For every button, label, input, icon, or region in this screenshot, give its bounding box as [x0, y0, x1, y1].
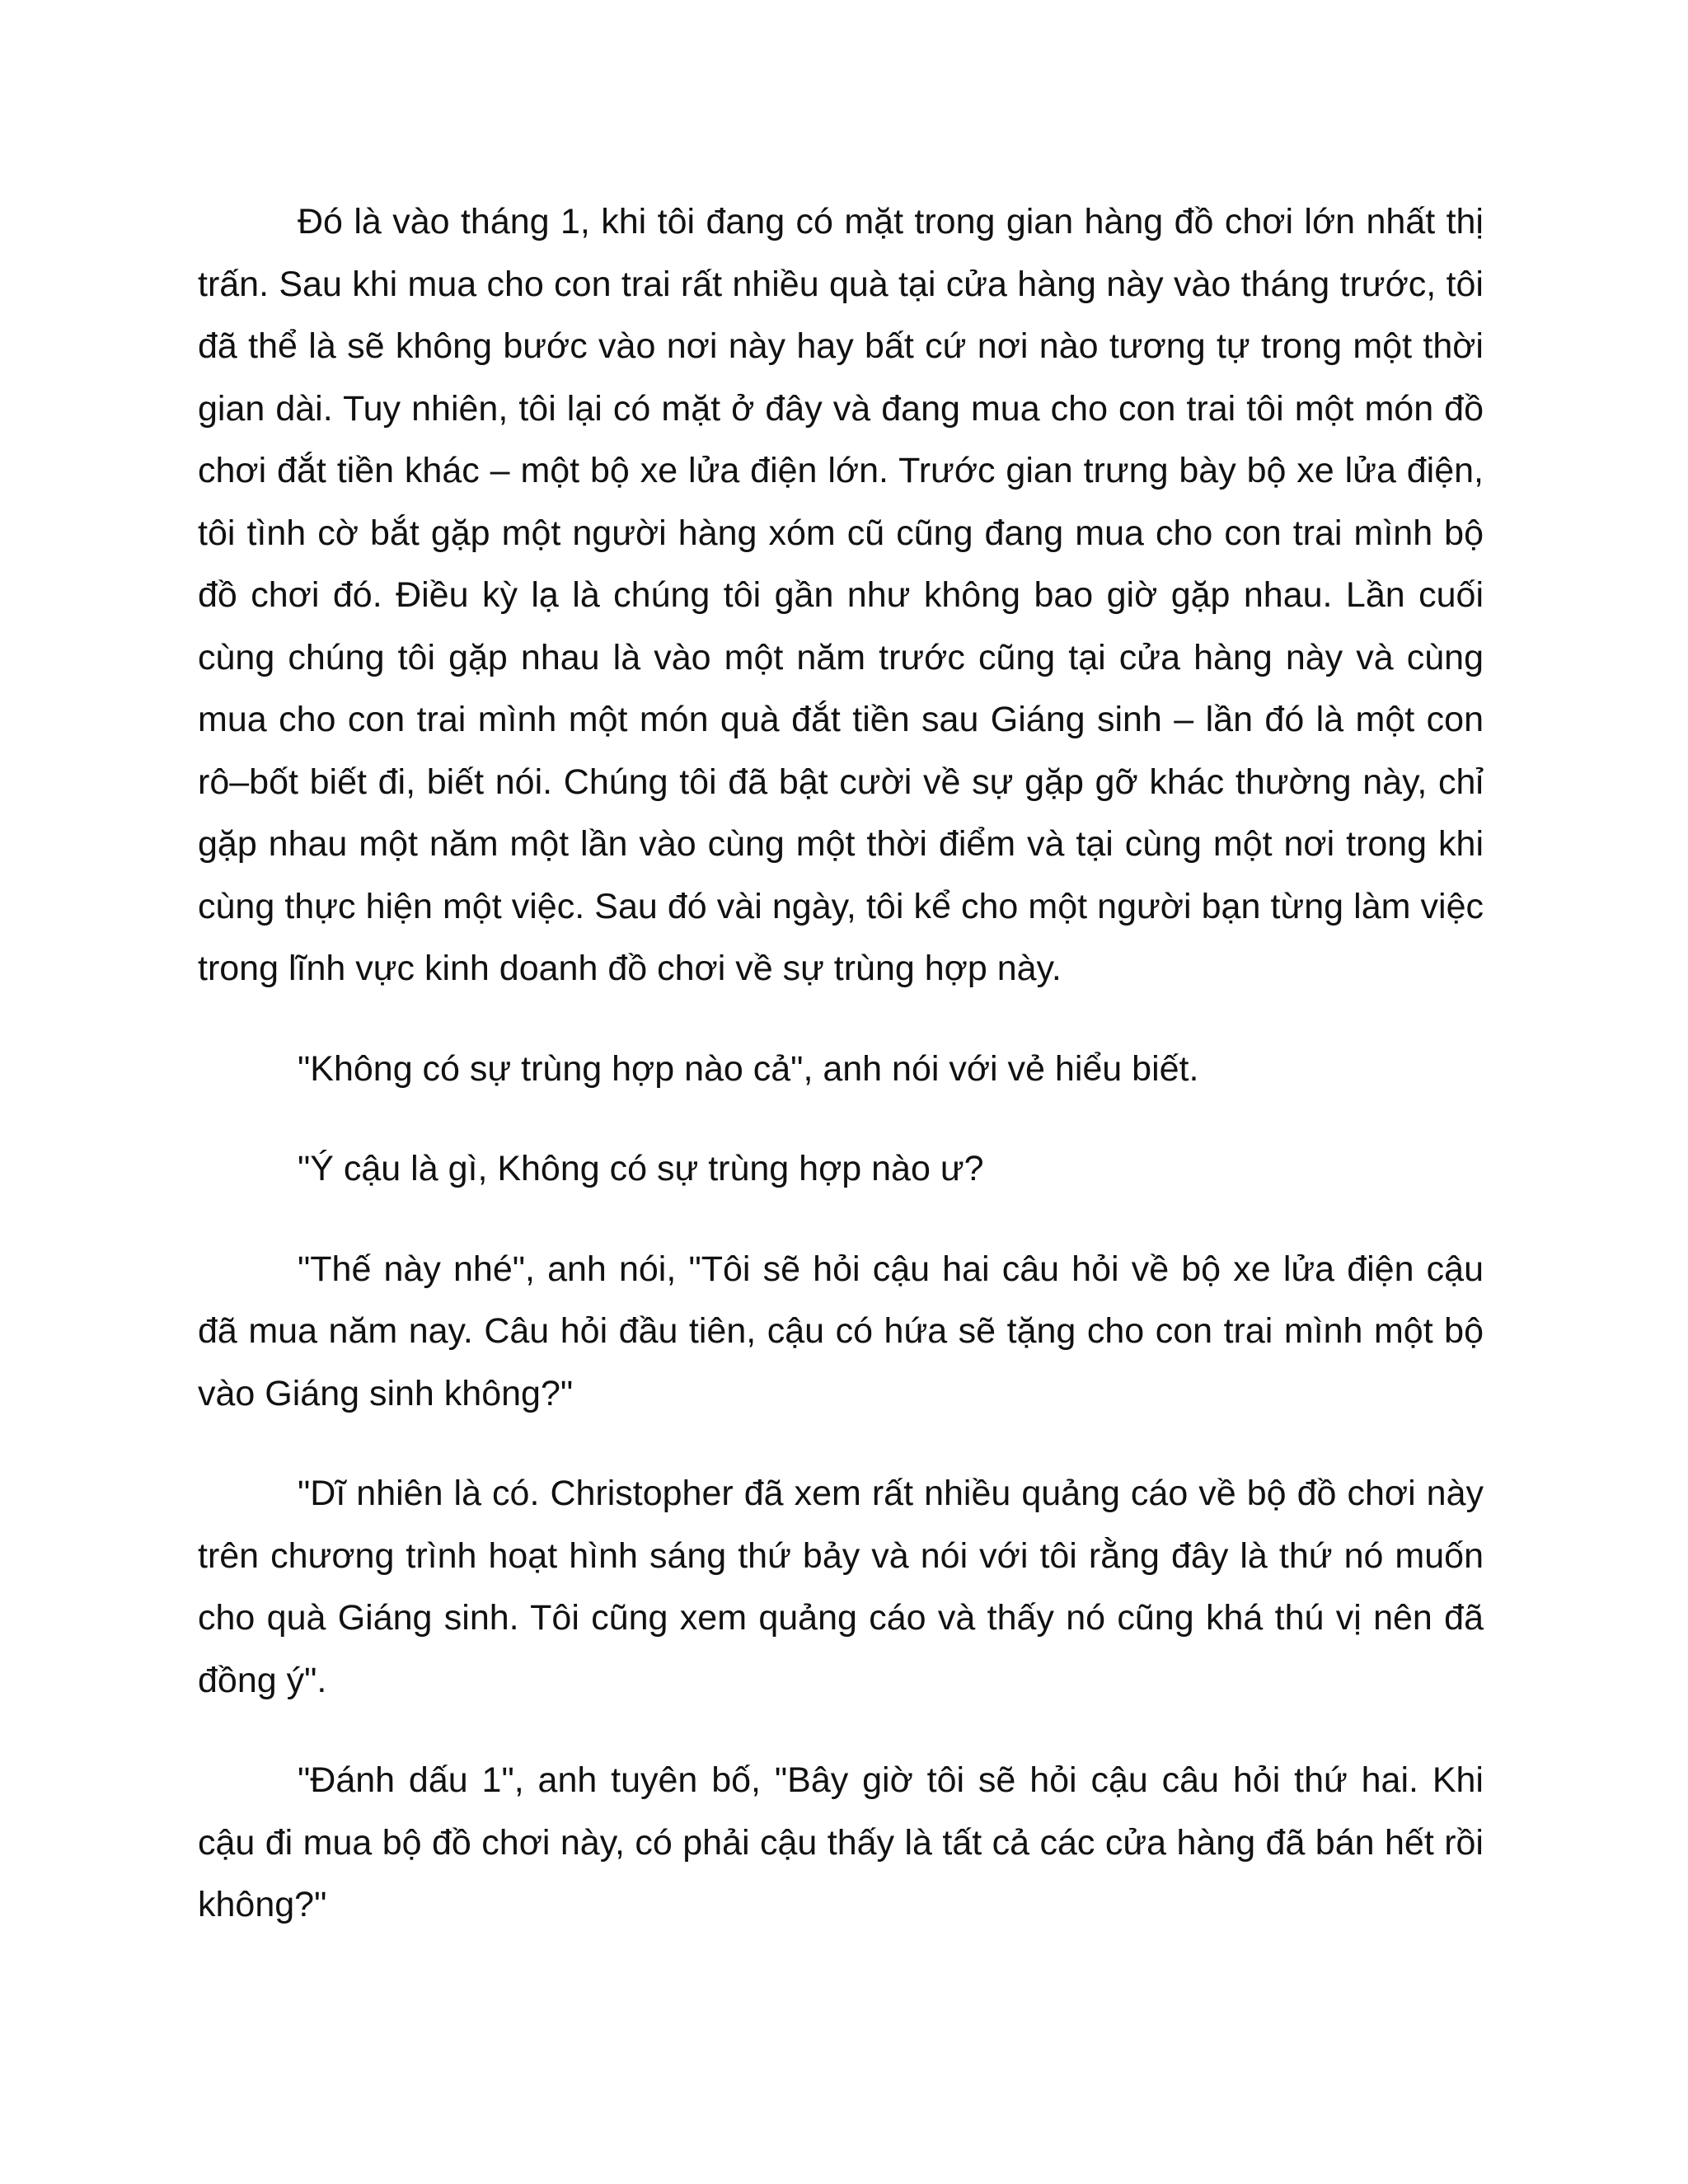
paragraph-4: "Thế này nhé", anh nói, "Tôi sẽ hỏi cậu hai câu hỏi về bộ xe lửa điện cậu đã mua năm nay. Câu hỏi đầu tiên, cậu có hứa sẽ tặng cho con trai mình một bộ vào Giáng sinh không?" — [198, 1249, 1484, 1413]
body-text — [198, 191, 1484, 1937]
paragraph-2: "Không có sự trùng hợp nào cả", anh nói với vẻ hiểu biết. — [298, 1048, 1199, 1089]
paragraph-6: "Đánh dấu 1", anh tuyên bố, "Bây giờ tôi sẽ hỏi cậu câu hỏi thứ hai. Khi cậu đi mua bộ đồ chơi này, có phải cậu thấy là tất cả các cửa hàng đã bán hết rồi không?" — [198, 1760, 1484, 1924]
paragraph-5: "Dĩ nhiên là có. Christopher đã xem rất nhiều quảng cáo về bộ đồ chơi này trên chương trình hoạt hình sáng thứ bảy và nói với tôi rằng đây là thứ nó muốn cho quà Giáng sinh. Tôi cũng xem quảng cáo và thấy nó cũng khá thú vị nên đã đồng ý". — [198, 1474, 1484, 1700]
paragraph-3: "Ý cậu là gì, Không có sự trùng hợp nào ư? — [298, 1149, 984, 1188]
paragraph-1: Đó là vào tháng 1, khi tôi đang có mặt trong gian hàng đồ chơi lớn nhất thị trấn. Sau khi mua cho con trai rất nhiều quà tại cửa hàng này vào tháng trước, tôi đã thể là sẽ không bước vào nơi này hay bất cứ nơi nào tương tự trong một thời gian dài. Tuy nhiên, tôi lại có mặt ở đây và đang mua cho con trai tôi một món đồ chơi đắt tiền khác – một bộ xe lửa điện lớn. Trước gian trưng bày bộ xe lửa điện, tôi tình cờ bắt gặp một người hàng xóm cũ cũng đang mua cho con trai mình bộ đồ chơi đó. Điều kỳ lạ là chúng tôi gần như không bao giờ gặp nhau. Lần cuối cùng chúng tôi gặp nhau là vào một năm trước cũng tại cửa hàng này và cùng mua cho con trai mình một món quà đắt tiền sau Giáng sinh – lần đó là một con rô–bốt biết đi, biết nói. Chúng tôi đã bật cười về sự gặp gỡ khác thường này, chỉ gặp nhau một năm một lần vào cùng một thời điểm và tại cùng một nơi trong khi cùng thực hiện một việc. Sau đó vài ngày, tôi kể cho một người bạn từng làm việc trong lĩnh vực kinh doanh đồ chơi về sự trùng hợp này. — [198, 202, 1484, 988]
